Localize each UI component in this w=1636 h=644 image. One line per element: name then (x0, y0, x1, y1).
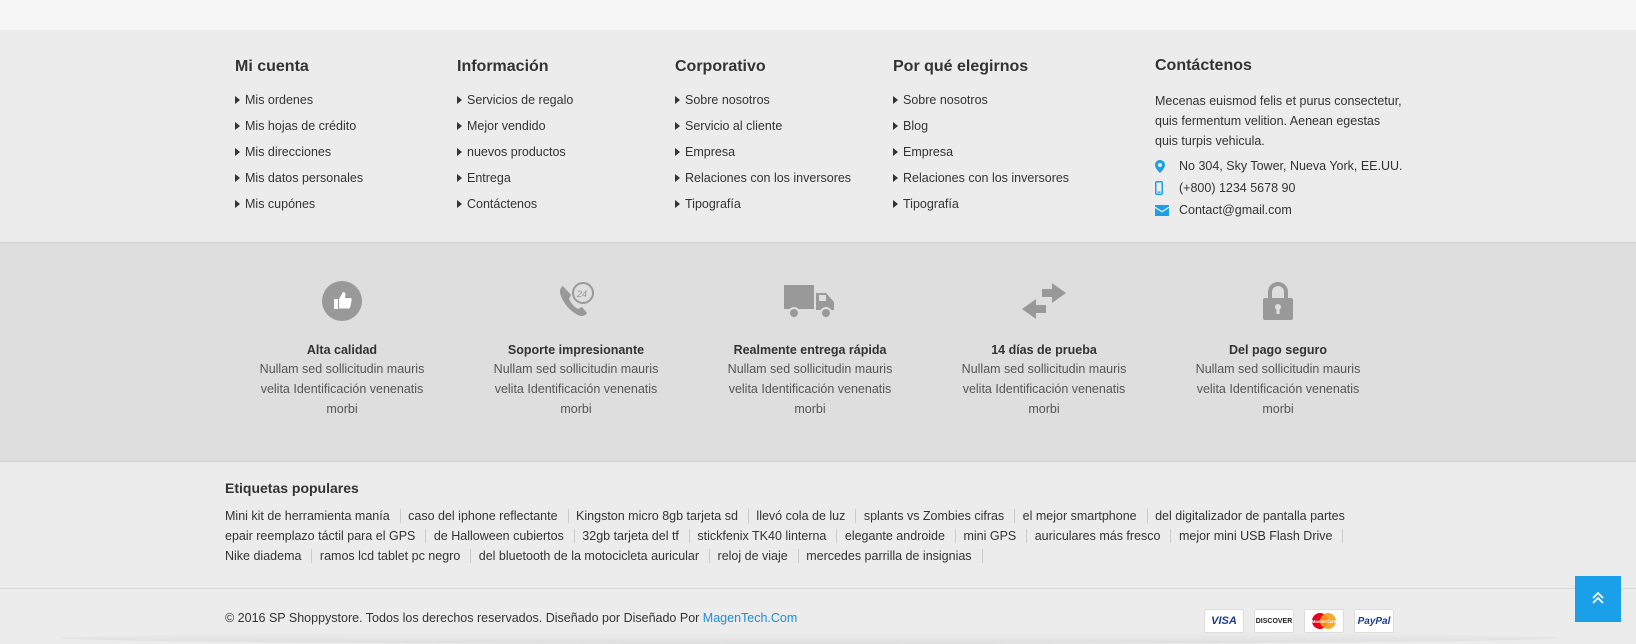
top-strip (0, 0, 1636, 30)
column-title: Por qué elegirnos (893, 58, 1029, 75)
footer-link[interactable]: Empresa (893, 144, 1069, 170)
footer-link[interactable]: Relaciones con los inversores (675, 170, 851, 196)
tag-link[interactable]: caso del iphone reflectante (408, 509, 568, 523)
svg-text:24: 24 (577, 288, 588, 299)
tag-list (225, 506, 1375, 566)
feature-item (944, 279, 1144, 419)
footer-link[interactable]: Servicios de regalo (457, 92, 573, 118)
feature-title: Alta calidad (306, 343, 378, 357)
footer-column-contact (1155, 57, 1405, 221)
feature-text: Nullam sed sollicitudin mauris velita Identificación venenatis morbi (259, 362, 425, 416)
footer-column-why-us (893, 58, 1069, 222)
mastercard-icon (1304, 609, 1344, 633)
feature-title: Del pago seguro (1229, 343, 1327, 357)
exchange-arrows-icon (1018, 281, 1070, 326)
thumbs-up-icon (322, 281, 362, 326)
footer-link[interactable]: Sobre nosotros (893, 92, 1069, 118)
footer-link[interactable]: Relaciones con los inversores (893, 170, 1069, 196)
features-band (0, 242, 1636, 462)
address-text: No 304, Sky Tower, Nueva York, EE.UU. (1179, 159, 1403, 173)
tag-link[interactable]: elegante androide (845, 529, 956, 543)
column-title: Corporativo (675, 58, 766, 75)
column-title: Información (457, 58, 549, 75)
double-chevron-up-icon (1591, 590, 1605, 609)
footer-link[interactable]: Mis ordenes (235, 92, 363, 118)
paypal-icon: PayPal (1354, 609, 1394, 633)
footer-link[interactable]: Mis cupónes (235, 196, 363, 222)
tag-link[interactable]: mercedes parrilla de insignias (806, 549, 982, 563)
truck-icon (782, 281, 838, 326)
mobile-phone-icon (1155, 181, 1179, 195)
footer-column-account (235, 58, 363, 222)
contact-address (1155, 155, 1405, 177)
footer-link[interactable]: Mis hojas de crédito (235, 118, 363, 144)
tag-link[interactable]: de Halloween cubiertos (434, 529, 575, 543)
tag-link[interactable]: del digitalizador de pantalla partes epair reemplazo táctil para el GPS (225, 509, 1345, 543)
footer-link[interactable]: Blog (893, 118, 1069, 144)
footer-link[interactable]: Sobre nosotros (675, 92, 851, 118)
copyright-text: © 2016 SP Shoppystore. Todos los derechos reservados. Diseñado por Diseñado Por (225, 611, 703, 625)
footer-column-corporate (675, 58, 851, 222)
tag-link[interactable]: reloj de viaje (718, 549, 799, 563)
tag-link[interactable]: del bluetooth de la motocicleta auricular (479, 549, 710, 563)
payment-methods (1204, 609, 1394, 633)
tag-link[interactable]: llevó cola de luz (756, 509, 856, 523)
column-title: Mi cuenta (235, 58, 309, 75)
copyright (225, 611, 797, 625)
footer-link[interactable]: Empresa (675, 144, 851, 170)
visa-card-icon: VISA (1204, 609, 1244, 633)
email-link[interactable]: Contact@gmail.com (1179, 203, 1292, 217)
footer-link[interactable]: Tipografía (675, 196, 851, 222)
footer-link[interactable]: Tipografía (893, 196, 1069, 222)
feature-item (710, 279, 910, 419)
lock-icon (1261, 280, 1295, 327)
mastercard-label: MasterCard (1311, 619, 1337, 624)
designer-link[interactable]: MagenTech.Com (702, 611, 798, 625)
feature-text: Nullam sed sollicitudin mauris velita Identificación venenatis morbi (961, 362, 1127, 416)
popular-tags (225, 480, 1375, 566)
feature-text: Nullam sed sollicitudin mauris velita Identificación venenatis morbi (727, 362, 893, 416)
feature-title: Realmente entrega rápida (733, 343, 887, 357)
footer-link[interactable]: Mis datos personales (235, 170, 363, 196)
feature-text: Nullam sed sollicitudin mauris velita Identificación venenatis morbi (493, 362, 659, 416)
feature-title: 14 días de prueba (991, 343, 1097, 357)
tags-title: Etiquetas populares (225, 480, 359, 496)
footer-link[interactable]: nuevos productos (457, 144, 573, 170)
tag-link[interactable]: Mini kit de herramienta manía (225, 509, 401, 523)
tag-link[interactable]: ramos lcd tablet pc negro (320, 549, 471, 563)
feature-item (242, 279, 442, 419)
scroll-to-top-button[interactable] (1575, 576, 1621, 622)
contact-phone (1155, 177, 1405, 199)
tag-link[interactable]: 32gb tarjeta del tf (582, 529, 690, 543)
contact-email (1155, 199, 1405, 221)
tag-link[interactable]: Nike diadema (225, 549, 312, 563)
footer-links-section (0, 30, 1636, 242)
feature-title: Soporte impresionante (507, 343, 645, 357)
discover-card-icon: DISCOVER (1254, 609, 1294, 633)
tag-link[interactable]: stickfenix TK40 linterna (697, 529, 837, 543)
column-title: Contáctenos (1155, 57, 1252, 74)
map-marker-icon (1155, 160, 1179, 173)
footer-column-information (457, 58, 573, 222)
tag-link[interactable]: mejor mini USB Flash Drive (1179, 529, 1344, 543)
tag-link[interactable]: splants vs Zombies cifras (864, 509, 1015, 523)
footer-link[interactable]: Contáctenos (457, 196, 573, 222)
footer-link[interactable]: Mejor vendido (457, 118, 573, 144)
phone-text: (+800) 1234 5678 90 (1179, 181, 1296, 195)
feature-text: Nullam sed sollicitudin mauris velita Identificación venenatis morbi (1195, 362, 1361, 416)
tag-link[interactable]: el mejor smartphone (1023, 509, 1148, 523)
envelope-icon (1155, 205, 1179, 216)
tag-link[interactable]: Kingston micro 8gb tarjeta sd (576, 509, 749, 523)
footer-link[interactable]: Entrega (457, 170, 573, 196)
page-shadow (60, 632, 1560, 644)
feature-item (476, 279, 676, 419)
phone-24-icon (555, 280, 597, 327)
tag-link[interactable]: auriculares más fresco (1035, 529, 1172, 543)
tag-link[interactable]: mini GPS (963, 529, 1027, 543)
feature-item (1178, 279, 1378, 419)
footer-link[interactable]: Servicio al cliente (675, 118, 851, 144)
contact-description: Mecenas euismod felis et purus consectetur, quis fermentum velition. Aenean egestas quis turpis vehicula. (1155, 94, 1402, 148)
footer-link[interactable]: Mis direcciones (235, 144, 363, 170)
